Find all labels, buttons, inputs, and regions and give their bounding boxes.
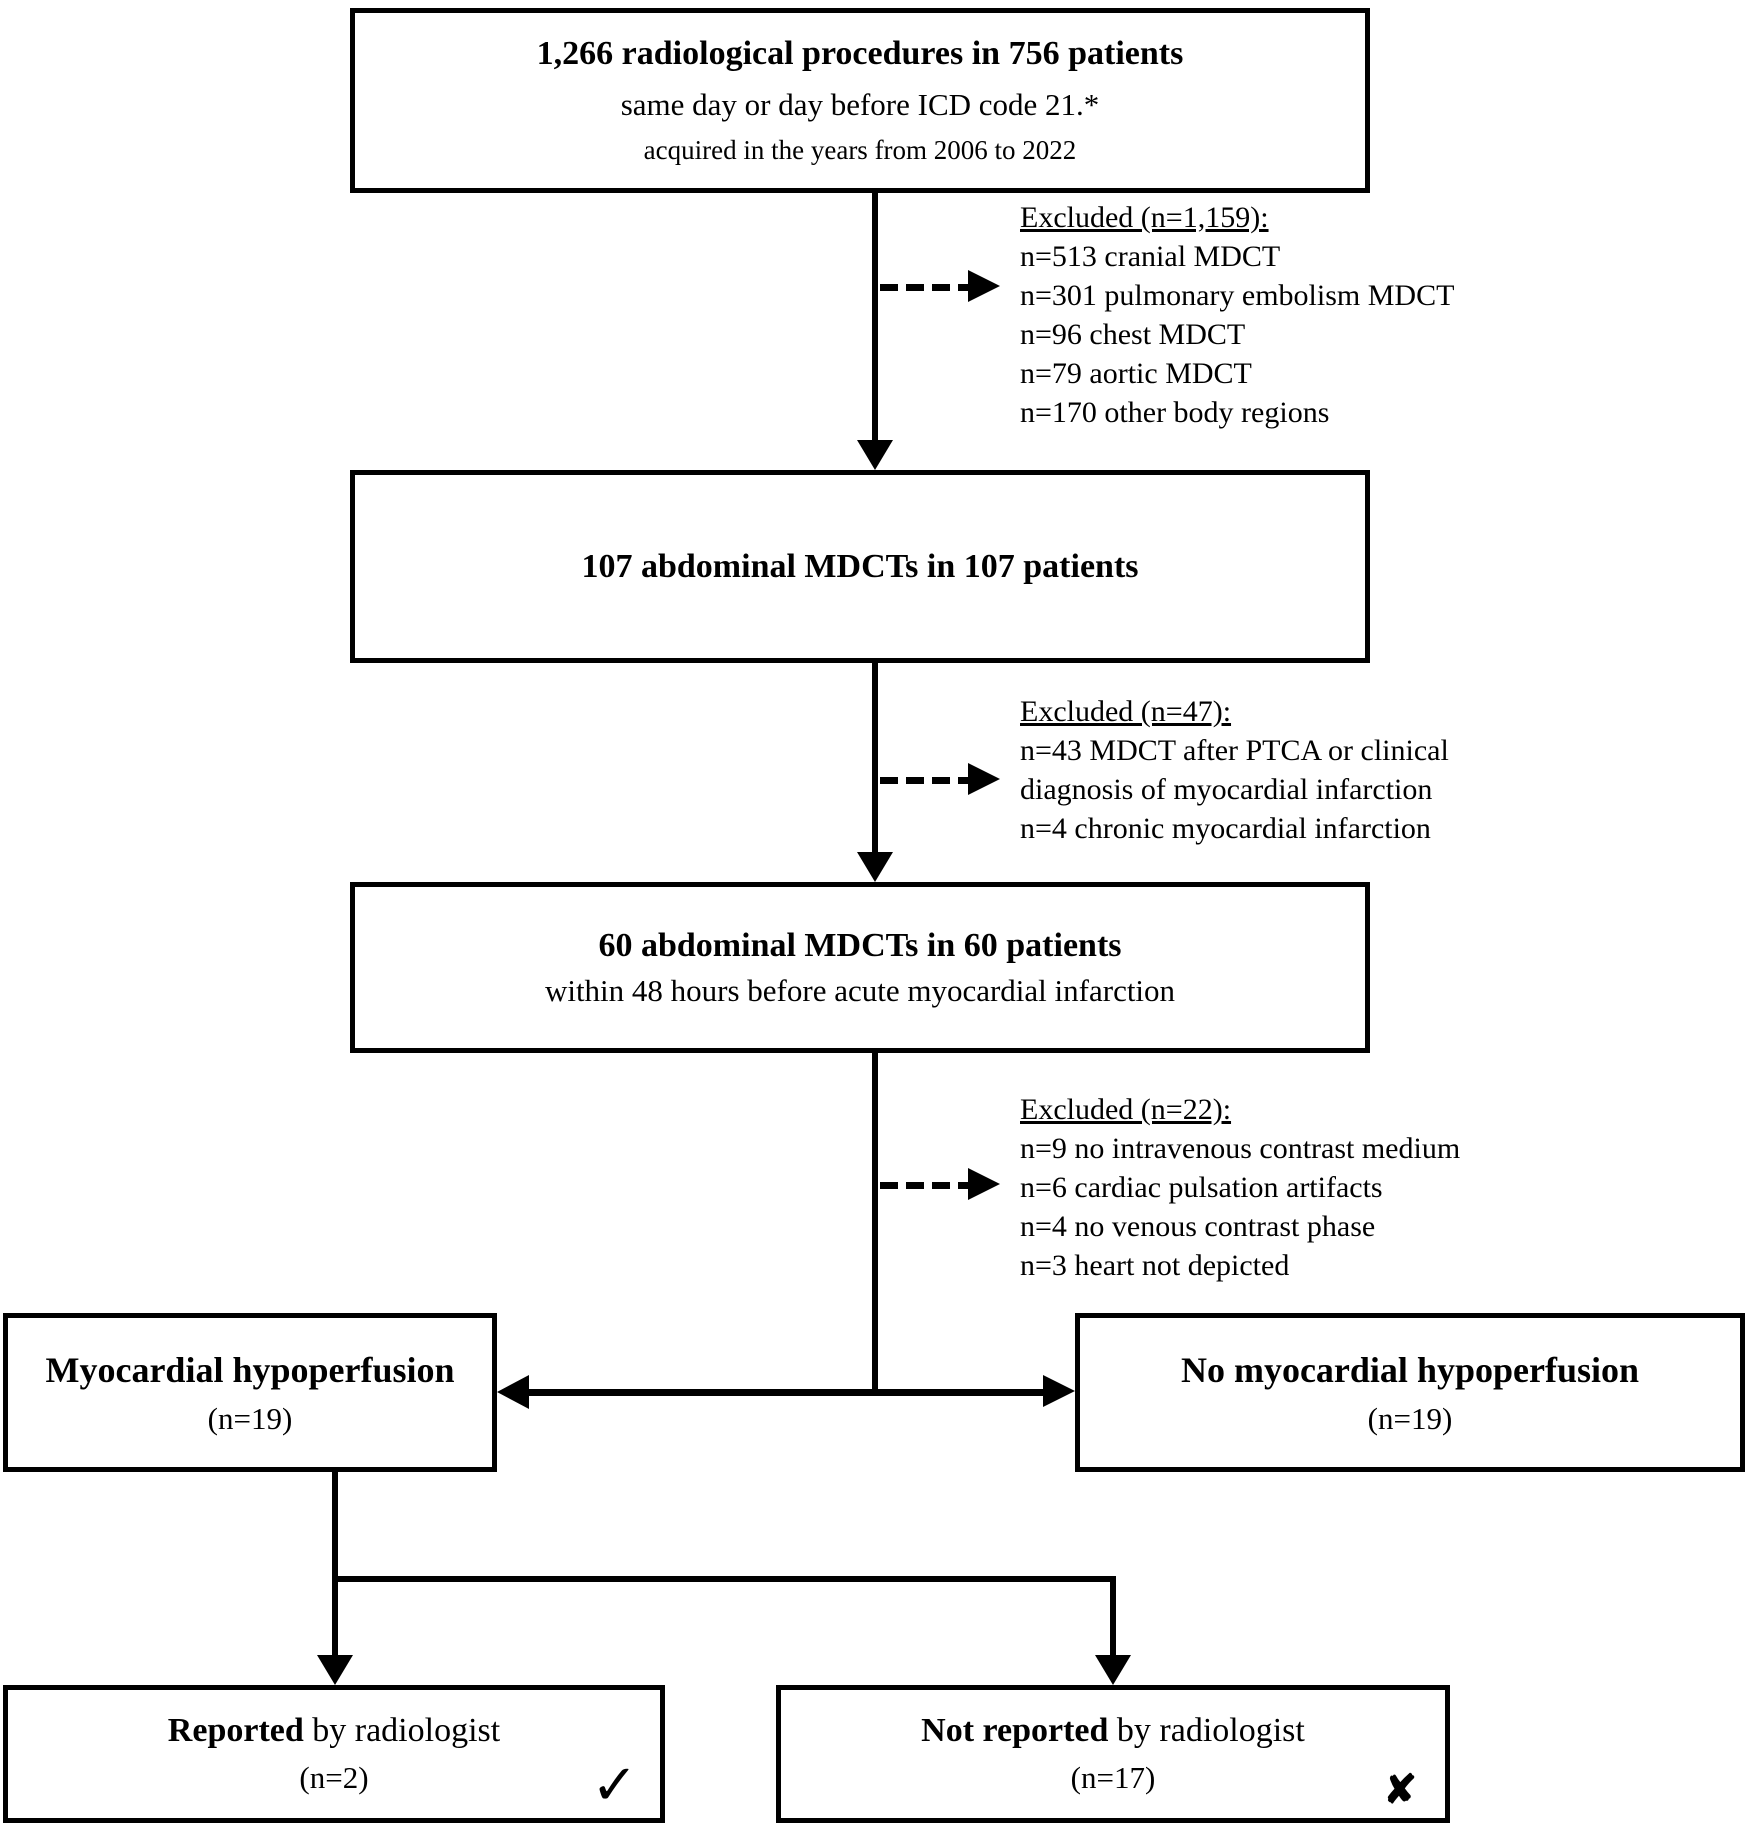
checkmark-icon: ✓ — [591, 1755, 638, 1817]
box-no-hypoperfusion-title: No myocardial hypoperfusion — [1180, 1349, 1640, 1390]
exclusion-1-heading: Excluded (n=1,159): — [1020, 201, 1269, 234]
box-abdominal-60 — [350, 882, 1370, 1053]
exclusion-2-heading: Excluded (n=47): — [1020, 695, 1232, 728]
box-abdominal-60-subtitle: within 48 hours before acute myocardial infarction — [544, 972, 1176, 1008]
exclusion-2-item: n=4 chronic myocardial infarction — [1020, 812, 1431, 845]
exclusion-3-heading: Excluded (n=22): — [1020, 1093, 1232, 1126]
box-not-reported-title — [921, 1712, 1305, 1750]
reported-branch-vline — [332, 1472, 338, 1655]
arrow-down-2-head-icon — [857, 852, 893, 882]
exclusion-block-3 — [1020, 1090, 1460, 1285]
box-radiological-procedures — [350, 8, 1370, 193]
exclusion-2-item: n=43 MDCT after PTCA or clinical — [1020, 734, 1449, 767]
box-not-reported-title-rest: by radiologist — [1108, 1712, 1305, 1749]
box-hypoperfusion-title: Myocardial hypoperfusion — [45, 1349, 455, 1390]
box-reported — [3, 1685, 665, 1823]
exclusion-1-item: n=96 chest MDCT — [1020, 318, 1246, 351]
exclusion-block-2 — [1020, 692, 1449, 848]
box-no-hypoperfusion — [1075, 1313, 1745, 1472]
branch-hline — [332, 1576, 1116, 1582]
exclusion-3-item: n=4 no venous contrast phase — [1020, 1210, 1376, 1243]
box-radiological-procedures-line2: same day or day before ICD code 21.* — [620, 87, 1100, 122]
box-no-hypoperfusion-count: (n=19) — [1367, 1400, 1453, 1436]
box-reported-title — [168, 1712, 500, 1750]
exclusion-3-item: n=6 cardiac pulsation artifacts — [1020, 1171, 1383, 1204]
x-mark-icon: ✘ — [1383, 1767, 1417, 1812]
box-hypoperfusion-count: (n=19) — [207, 1400, 293, 1436]
exclusion-3-item: n=9 no intravenous contrast medium — [1020, 1132, 1461, 1165]
exclusion-1-item: n=513 cranial MDCT — [1020, 240, 1281, 273]
box-not-reported-count: (n=17) — [1070, 1760, 1156, 1795]
box-reported-title-bold: Reported — [167, 1712, 304, 1749]
dashed-arrow-2-line — [880, 777, 968, 784]
box-not-reported — [776, 1685, 1450, 1823]
box-reported-title-rest: by radiologist — [303, 1712, 501, 1749]
exclusion-block-1 — [1020, 198, 1454, 432]
arrow-down-2-line — [872, 663, 878, 855]
dashed-arrow-3-line — [880, 1182, 968, 1189]
box-abdominal-60-title: 60 abdominal MDCTs in 60 patients — [598, 926, 1122, 964]
exclusion-1-item: n=301 pulmonary embolism MDCT — [1020, 279, 1455, 312]
not-reported-branch-vline — [1110, 1576, 1116, 1655]
line-down-3 — [872, 1053, 878, 1395]
exclusion-1-item: n=79 aortic MDCT — [1020, 357, 1252, 390]
dashed-arrow-1-line — [880, 284, 968, 291]
dashed-arrow-3-head-icon — [968, 1168, 1000, 1200]
not-reported-arrow-head-icon — [1095, 1655, 1131, 1685]
exclusion-2-item: diagnosis of myocardial infarction — [1020, 773, 1433, 806]
dashed-arrow-2-head-icon — [968, 763, 1000, 795]
box-hypoperfusion — [3, 1313, 497, 1472]
split-arrow-line — [527, 1389, 1045, 1396]
box-radiological-procedures-line3: acquired in the years from 2006 to 2022 — [643, 135, 1077, 165]
exclusion-1-item: n=170 other body regions — [1020, 396, 1330, 429]
arrow-down-1-head-icon — [857, 440, 893, 470]
exclusion-3-item: n=3 heart not depicted — [1020, 1249, 1290, 1282]
box-reported-count: (n=2) — [299, 1760, 369, 1795]
reported-arrow-head-icon — [317, 1655, 353, 1685]
arrow-down-1-line — [872, 193, 878, 445]
box-abdominal-107 — [350, 470, 1370, 663]
split-arrow-left-head-icon — [497, 1375, 529, 1409]
dashed-arrow-1-head-icon — [968, 270, 1000, 302]
split-arrow-right-head-icon — [1043, 1375, 1075, 1407]
box-abdominal-107-title: 107 abdominal MDCTs in 107 patients — [581, 547, 1139, 585]
box-radiological-procedures-title: 1,266 radiological procedures in 756 patients — [536, 35, 1184, 72]
box-not-reported-title-bold: Not reported — [921, 1712, 1109, 1749]
